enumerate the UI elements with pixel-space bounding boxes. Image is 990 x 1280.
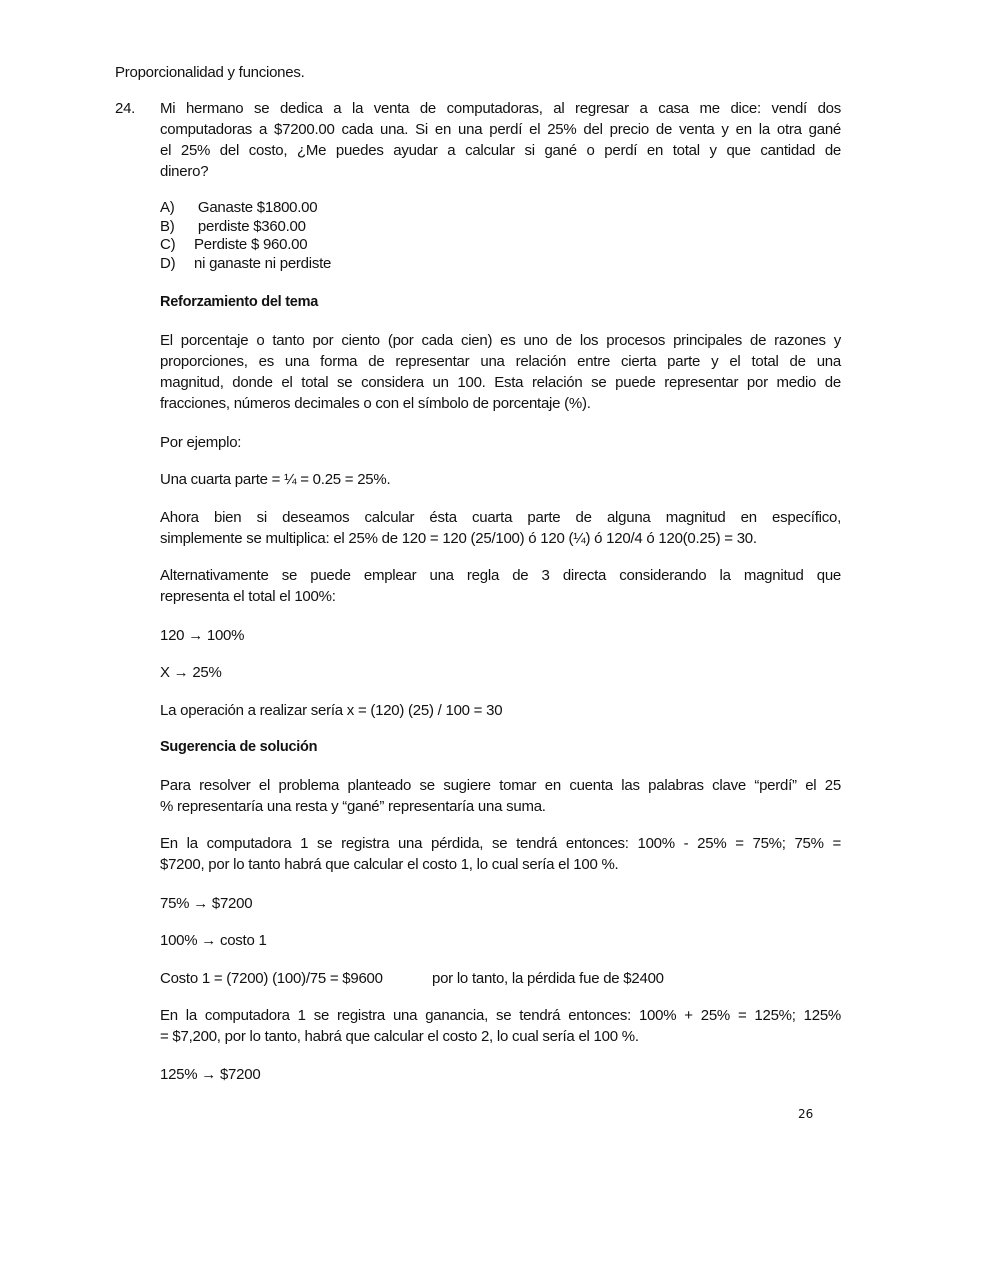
option-label: C) xyxy=(160,236,176,254)
suggestion-paragraph xyxy=(160,775,841,817)
page-number: 26 xyxy=(798,1107,814,1121)
text-line: dinero? xyxy=(160,163,209,180)
text-line: Ahora bien si deseamos calcular ésta cuarta parte de alguna magnitud en específico, xyxy=(160,509,841,526)
text-line: simplemente se multiplica: el 25% de 120 = 120 (25/100) ó 120 (¼) ó 120/4 ó 120(0.25) = 30. xyxy=(160,530,757,547)
reinforcement-title: Reforzamiento del tema xyxy=(160,294,319,310)
option-text: ni ganaste ni perdiste xyxy=(194,255,332,273)
reinforcement-paragraph xyxy=(160,330,841,414)
text-line: proporciones, es una forma de representar una relación entre cierta parte y el total de una xyxy=(160,353,841,370)
option-label: B) xyxy=(160,217,175,235)
option-a xyxy=(160,199,331,218)
section-header: Proporcionalidad y funciones. xyxy=(115,64,305,81)
cost1-formula: Costo 1 = (7200) (100)/75 = $9600 xyxy=(160,970,383,987)
text-line: % representaría una resta y “gané” representaría una suma. xyxy=(160,798,546,815)
text-line: Para resolver el problema planteado se sugiere tomar en cuenta las palabras clave “perdí” el 25 xyxy=(160,777,841,794)
text-line: representa el total el 100%: xyxy=(160,588,336,605)
operation-line: La operación a realizar sería x = (120) (25) / 100 = 30 xyxy=(160,702,503,719)
text-line: Alternativamente se puede emplear una regla de 3 directa considerando la magnitud que xyxy=(160,567,841,584)
option-text: perdiste $360.00 xyxy=(194,217,306,235)
text-line: $7200, por lo tanto habrá que calcular el costo 1, lo cual sería el 100 %. xyxy=(160,856,619,873)
text-line: Mi hermano se dedica a la venta de computadoras, al regresar a casa me dice: vendí dos xyxy=(160,100,841,117)
example-label: Por ejemplo: xyxy=(160,434,242,451)
computer1-paragraph xyxy=(160,833,841,875)
computer2-paragraph xyxy=(160,1005,841,1047)
option-d xyxy=(160,255,331,274)
rule-line-1: 120 → 100% xyxy=(160,627,245,644)
question-number: 24. xyxy=(115,100,136,117)
text-line: El porcentaje o tanto por ciento (por cada cien) es uno de los procesos principales de razones y xyxy=(160,332,841,349)
rule-of-three-paragraph xyxy=(160,565,841,607)
text-line: En la computadora 1 se registra una pérdida, se tendrá entonces: 100% - 25% = 75%; 75% = xyxy=(160,835,841,852)
text-line: magnitud, donde el total se considera un 100. Esta relación se puede representar por medio de xyxy=(160,374,841,391)
example-paragraph xyxy=(160,507,841,549)
answer-options xyxy=(160,199,331,274)
text-line: En la computadora 1 se registra una ganancia, se tendrá entonces: 100% + 25% = 125%; 125% xyxy=(160,1007,841,1024)
loss-result: por lo tanto, la pérdida fue de $2400 xyxy=(432,970,664,987)
cost1-line xyxy=(160,968,841,989)
rule-line-2: X → 25% xyxy=(160,664,222,681)
proportion-line-2: 100% → costo 1 xyxy=(160,932,267,949)
option-text: Perdiste $ 960.00 xyxy=(194,236,308,254)
question-text xyxy=(160,98,841,182)
proportion-line-1: 75% → $7200 xyxy=(160,895,253,912)
text-line: computadoras a $7200.00 cada una. Si en una perdí el 25% del precio de venta y en la otra gané xyxy=(160,121,841,138)
option-label: A) xyxy=(160,199,175,216)
text-line: fracciones, números decimales o con el símbolo de porcentaje (%). xyxy=(160,395,591,412)
suggestion-title: Sugerencia de solución xyxy=(160,739,318,755)
text-line: = $7,200, por lo tanto, habrá que calcular el costo 2, lo cual sería el 100 %. xyxy=(160,1028,639,1045)
option-label: D) xyxy=(160,255,176,273)
option-b xyxy=(160,218,331,237)
text-line: el 25% del costo, ¿Me puedes ayudar a calcular si gané o perdí en total y que cantidad de xyxy=(160,142,841,159)
option-c xyxy=(160,236,331,255)
example-quarter: Una cuarta parte = ¼ = 0.25 = 25%. xyxy=(160,471,391,488)
option-text: Ganaste $1800.00 xyxy=(194,199,318,216)
proportion-line-3: 125% → $7200 xyxy=(160,1066,261,1083)
